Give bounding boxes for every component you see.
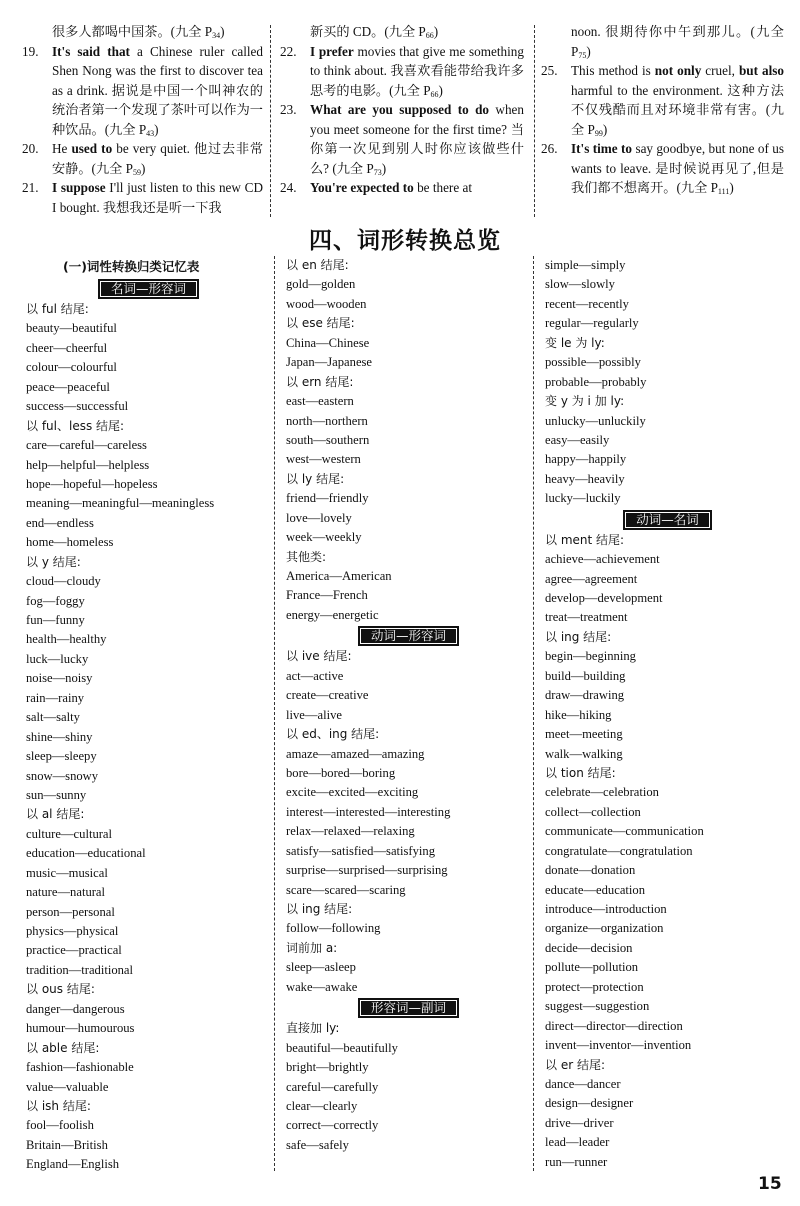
word-pair: practice—practical bbox=[26, 943, 122, 958]
entry-number: 26. bbox=[541, 141, 558, 156]
word-pair: walk—walking bbox=[545, 746, 623, 761]
category-box bbox=[286, 625, 531, 647]
word-pair: hope—hopeful—hopeless bbox=[26, 476, 158, 491]
word-pair: sleep—asleep bbox=[286, 960, 356, 975]
word-pair: China—Chinese bbox=[286, 335, 370, 350]
category-box bbox=[286, 997, 531, 1019]
word-pair: possible—possibly bbox=[545, 355, 641, 370]
key-phrase: You're expected to bbox=[310, 180, 414, 195]
word-pair: pollute—pollution bbox=[545, 960, 639, 975]
rule-heading: 以 ish 结尾: bbox=[26, 1098, 91, 1113]
word-pair: invent—inventor—invention bbox=[545, 1038, 692, 1053]
word-pair: suggest—suggestion bbox=[545, 999, 650, 1014]
word-pair: build—building bbox=[545, 668, 626, 683]
word-pair: health—healthy bbox=[26, 632, 107, 647]
divider-top-1 bbox=[270, 25, 271, 217]
word-pair: America—American bbox=[286, 569, 392, 583]
word-pair: gold—golden bbox=[286, 277, 356, 292]
word-pair: protect—protection bbox=[545, 979, 644, 994]
word-pair: fun—funny bbox=[26, 613, 85, 627]
word-pair: simple—simply bbox=[545, 258, 626, 272]
word-pair: shine—shiny bbox=[26, 729, 93, 744]
category-label: 动词—形容词 bbox=[358, 626, 459, 646]
word-pair: amaze—amazed—amazing bbox=[286, 746, 425, 761]
word-pair: donate—donation bbox=[545, 863, 636, 878]
sentence-text: harmful to the environment. 这种方法不仅残酷而且对环境非常有害。(九全 P bbox=[571, 82, 784, 137]
page-number: 15 bbox=[758, 1174, 782, 1194]
word-pair: achieve—achievement bbox=[545, 552, 660, 567]
sentence-text: ) bbox=[220, 24, 225, 39]
word-pair: happy—happily bbox=[545, 452, 627, 467]
word-column-2 bbox=[286, 256, 531, 1155]
word-pair: lucky—luckily bbox=[545, 491, 621, 506]
word-pair: hike—hiking bbox=[545, 707, 612, 722]
page-ref-subscript: 73 bbox=[373, 167, 382, 177]
rule-heading: 以 ese 结尾: bbox=[286, 316, 355, 331]
page-ref-subscript: 43 bbox=[146, 128, 155, 138]
key-phrase: What are you supposed to do bbox=[310, 102, 490, 117]
entry-number: 19. bbox=[22, 43, 39, 59]
word-pair: careful—carefully bbox=[286, 1079, 379, 1094]
sentence-text: ) bbox=[154, 121, 159, 137]
word-pair: probable—probably bbox=[545, 374, 647, 389]
word-pair: safe—safely bbox=[286, 1137, 349, 1152]
sentence-text: ) bbox=[381, 160, 387, 176]
rule-heading: 变 le 为 ly: bbox=[545, 335, 605, 350]
rule-heading: 以 tion 结尾: bbox=[545, 765, 616, 780]
word-pair: interest—interested—interesting bbox=[286, 804, 451, 819]
word-pair: England—English bbox=[26, 1157, 120, 1172]
key-phrase: but also bbox=[738, 63, 785, 78]
word-pair: design—designer bbox=[545, 1096, 634, 1111]
word-pair: friend—friendly bbox=[286, 491, 369, 506]
divider-bottom-2 bbox=[533, 256, 534, 1171]
rule-heading: 以 al 结尾: bbox=[26, 807, 85, 822]
word-pair: France—French bbox=[286, 588, 368, 603]
word-pair: end—endless bbox=[26, 515, 94, 530]
sentence-text: 很多人都喝中国茶。(九全 P bbox=[52, 24, 213, 39]
sentence-entry bbox=[280, 178, 524, 198]
divider-bottom-1 bbox=[274, 256, 275, 1171]
sentence-text: noon. 很期待你中午到那儿。(九全 P bbox=[571, 24, 784, 59]
rule-heading: 以 er 结尾: bbox=[545, 1057, 605, 1072]
entry-number: 21. bbox=[22, 180, 39, 195]
word-pair: decide—decision bbox=[545, 940, 633, 955]
rule-heading: 以 y 结尾: bbox=[26, 554, 81, 569]
sentence-text: movies that give me something to think about. 我喜欢看能带给我许多思考的电影。(九全 P bbox=[310, 43, 524, 98]
word-pair: draw—drawing bbox=[545, 688, 625, 703]
word-pair: person—personal bbox=[26, 904, 115, 919]
word-pair: week—weekly bbox=[286, 530, 362, 545]
word-pair: heavy—heavily bbox=[545, 471, 625, 486]
sentence-entry bbox=[280, 100, 524, 178]
sentence-text: ) bbox=[433, 24, 439, 39]
sentence-entry bbox=[280, 22, 524, 42]
word-pair: lead—leader bbox=[545, 1135, 610, 1150]
divider-top-2 bbox=[534, 25, 535, 217]
entry-number: 25. bbox=[541, 63, 558, 78]
word-pair: energy—energetic bbox=[286, 607, 379, 622]
sentence-entry bbox=[541, 139, 784, 198]
word-pair: salt—salty bbox=[26, 710, 80, 725]
entry-number: 20. bbox=[22, 141, 39, 156]
rule-heading: 以 ern 结尾: bbox=[286, 374, 354, 389]
word-pair: wood—wooden bbox=[286, 296, 367, 311]
word-pair: Britain—British bbox=[26, 1137, 108, 1152]
category-label: 形容词—副词 bbox=[358, 998, 459, 1018]
word-pair: excite—excited—exciting bbox=[286, 785, 419, 800]
word-pair: collect—collection bbox=[545, 804, 641, 819]
word-pair: congratulate—congratulation bbox=[545, 843, 693, 858]
sentence-column-3 bbox=[541, 22, 784, 198]
category-label: 名词—形容词 bbox=[98, 279, 199, 299]
sentence-text: ) bbox=[140, 160, 146, 176]
word-pair: love—lovely bbox=[286, 510, 352, 525]
rule-heading: 以 ly 结尾: bbox=[286, 471, 345, 486]
sentence-text: ) bbox=[729, 180, 734, 195]
key-phrase: I prefer bbox=[310, 43, 354, 59]
word-pair: education—educational bbox=[26, 846, 146, 861]
rule-heading: 以 en 结尾: bbox=[286, 258, 349, 272]
word-pair: snow—snowy bbox=[26, 768, 99, 783]
sentence-text: a Chinese ruler called Shen Nong was the first to discover tea as a drink. 据说是中国一个叫神农的统治者第一个发现了茶叶可以作为一种饮品。(九全 P bbox=[52, 43, 263, 137]
sentence-text: ) bbox=[602, 121, 608, 137]
word-pair: satisfy—satisfied—satisfying bbox=[286, 843, 436, 858]
word-pair: direct—director—direction bbox=[545, 1018, 683, 1033]
rule-heading: 以 ous 结尾: bbox=[26, 982, 95, 997]
word-pair: meet—meeting bbox=[545, 727, 623, 742]
word-pair: music—musical bbox=[26, 865, 108, 880]
word-pair: cheer—cheerful bbox=[26, 340, 108, 355]
sentence-column-1 bbox=[22, 22, 263, 217]
sentence-entry bbox=[22, 42, 263, 140]
word-pair: sleep—sleepy bbox=[26, 749, 97, 764]
page-ref-subscript: 66 bbox=[425, 31, 434, 40]
page-ref-subscript: 59 bbox=[132, 167, 141, 177]
word-pair: south—southern bbox=[286, 432, 370, 447]
category-box bbox=[26, 278, 271, 300]
page-ref-subscript: 34 bbox=[212, 31, 221, 40]
word-pair: humour—humourous bbox=[26, 1021, 135, 1036]
rule-heading: 以 ment 结尾: bbox=[545, 532, 625, 547]
word-pair: physics—physical bbox=[26, 924, 119, 938]
word-pair: clear—clearly bbox=[286, 1098, 358, 1113]
word-pair: live—alive bbox=[286, 707, 342, 722]
entry-number: 24. bbox=[280, 180, 297, 195]
word-pair: follow—following bbox=[286, 921, 381, 936]
word-pair: success—successful bbox=[26, 399, 129, 414]
key-phrase: It's said that bbox=[52, 43, 130, 59]
word-pair: communicate—communication bbox=[545, 824, 704, 839]
word-pair: noise—noisy bbox=[26, 671, 93, 686]
word-pair: develop—development bbox=[545, 591, 663, 605]
word-pair: run—runner bbox=[545, 1154, 608, 1169]
word-pair: introduce—introduction bbox=[545, 902, 667, 916]
sentence-text: He bbox=[52, 141, 72, 156]
sentence-text: 新买的 CD。(九全 P bbox=[310, 24, 426, 39]
word-pair: Japan—Japanese bbox=[286, 355, 373, 370]
word-pair: nature—natural bbox=[26, 885, 106, 900]
rule-heading: 其他类: bbox=[286, 549, 327, 564]
category-label: 动词—名词 bbox=[623, 510, 712, 530]
sentence-text: be there at bbox=[413, 180, 472, 195]
sentence-text: when you meet someone for the first time? 当你第一次见到别人时你应该做些什么? (九全 P bbox=[310, 102, 524, 176]
word-pair: colour—colourful bbox=[26, 360, 117, 375]
rule-heading: 以 ive 结尾: bbox=[286, 649, 352, 664]
sentence-entry bbox=[22, 22, 263, 42]
word-pair: home—homeless bbox=[26, 535, 114, 550]
word-pair: east—eastern bbox=[286, 394, 354, 409]
word-pair: care—careful—careless bbox=[26, 438, 147, 453]
word-pair: peace—peaceful bbox=[26, 379, 110, 394]
word-pair: bright—brightly bbox=[286, 1060, 369, 1075]
word-pair: wake—awake bbox=[286, 979, 358, 994]
word-pair: sun—sunny bbox=[26, 787, 87, 802]
word-pair: fog—foggy bbox=[26, 593, 85, 608]
word-pair: rain—rainy bbox=[26, 690, 85, 705]
rule-heading: 以 ed、ing 结尾: bbox=[286, 727, 380, 742]
entry-number: 23. bbox=[280, 102, 297, 117]
rule-heading: 词前加 a: bbox=[286, 940, 338, 955]
word-pair: organize—organization bbox=[545, 921, 664, 936]
rule-heading: 以 ful、less 结尾: bbox=[26, 418, 125, 433]
rule-heading: 以 ing 结尾: bbox=[286, 902, 353, 916]
sentence-text: be very quiet. 他过去非常安静。(九全 P bbox=[52, 141, 264, 176]
key-phrase: It's time to bbox=[571, 141, 633, 156]
word-pair: culture—cultural bbox=[26, 826, 113, 841]
word-pair: beauty—beautiful bbox=[26, 321, 117, 336]
word-pair: educate—education bbox=[545, 882, 645, 897]
word-pair: bore—bored—boring bbox=[286, 765, 396, 780]
word-pair: act—active bbox=[286, 668, 344, 683]
rule-heading: 以 ful 结尾: bbox=[26, 302, 89, 316]
sentence-entry bbox=[541, 61, 784, 139]
key-phrase: I suppose bbox=[52, 180, 106, 195]
word-pair: fool—foolish bbox=[26, 1118, 94, 1133]
sentence-entry bbox=[22, 139, 263, 178]
word-pair: treat—treatment bbox=[545, 610, 628, 625]
sentence-entry bbox=[280, 42, 524, 101]
section-title: 四、词形转换总览 bbox=[309, 228, 501, 254]
sentence-text: ) bbox=[586, 43, 591, 59]
word-pair: west—western bbox=[286, 452, 361, 467]
word-column-3 bbox=[545, 256, 790, 1172]
word-pair: slow—slowly bbox=[545, 277, 615, 292]
word-pair: tradition—traditional bbox=[26, 962, 134, 977]
word-pair: surprise—surprised—surprising bbox=[286, 863, 448, 878]
sentence-entry bbox=[22, 178, 263, 217]
word-pair: help—helpful—helpless bbox=[26, 457, 150, 472]
sentence-entry bbox=[541, 22, 784, 61]
word-pair: celebrate—celebration bbox=[545, 785, 659, 800]
word-pair: drive—driver bbox=[545, 1115, 614, 1130]
word-pair: unlucky—unluckily bbox=[545, 413, 646, 428]
word-pair: regular—regularly bbox=[545, 316, 639, 331]
sentence-text: cruel, bbox=[701, 63, 739, 78]
word-pair: relax—relaxed—relaxing bbox=[286, 824, 415, 839]
key-phrase: not only bbox=[654, 63, 702, 78]
word-pair: create—creative bbox=[286, 688, 369, 703]
rule-heading: 以 able 结尾: bbox=[26, 1040, 100, 1055]
subsection-title: (一)词性转换归类记忆表 bbox=[63, 259, 200, 274]
entry-number: 22. bbox=[280, 43, 297, 59]
word-pair: correct—correctly bbox=[286, 1118, 379, 1133]
word-pair: begin—beginning bbox=[545, 649, 636, 664]
rule-heading: 以 ing 结尾: bbox=[545, 629, 612, 644]
word-pair: luck—lucky bbox=[26, 651, 89, 666]
word-column-1 bbox=[26, 256, 271, 1175]
word-pair: fashion—fashionable bbox=[26, 1060, 134, 1075]
key-phrase: used to bbox=[71, 141, 113, 156]
sentence-text: I'll just listen to this new CD I bought. 我想我还是听一下我 bbox=[52, 180, 263, 215]
category-box bbox=[545, 509, 790, 531]
rule-heading: 变 y 为 i 加 ly: bbox=[545, 394, 625, 409]
page-ref-subscript: 66 bbox=[430, 89, 439, 99]
page-ref-subscript: 111 bbox=[717, 187, 730, 196]
word-pair: dance—dancer bbox=[545, 1076, 621, 1091]
word-pair: value—valuable bbox=[26, 1079, 109, 1094]
word-pair: scare—scared—scaring bbox=[286, 882, 406, 897]
word-pair: agree—agreement bbox=[545, 571, 638, 586]
page-ref-subscript: 99 bbox=[594, 128, 603, 138]
word-pair: cloud—cloudy bbox=[26, 574, 101, 589]
sentence-text: ) bbox=[438, 82, 443, 98]
sentence-column-2 bbox=[280, 22, 524, 198]
word-pair: beautiful—beautifully bbox=[286, 1040, 398, 1055]
word-pair: easy—easily bbox=[545, 432, 610, 447]
word-pair: meaning—meaningful—meaningless bbox=[26, 496, 215, 511]
word-pair: north—northern bbox=[286, 413, 368, 428]
page-ref-subscript: 75 bbox=[578, 50, 587, 60]
sentence-text: This method is bbox=[571, 63, 655, 78]
word-pair: danger—dangerous bbox=[26, 1001, 125, 1016]
sentence-text: say goodbye, but none of us wants to leave. 是时候说再见了,但是我们都不想离开。(九全 P bbox=[571, 141, 784, 195]
word-pair: recent—recently bbox=[545, 296, 629, 311]
rule-heading: 直接加 ly: bbox=[286, 1021, 340, 1036]
